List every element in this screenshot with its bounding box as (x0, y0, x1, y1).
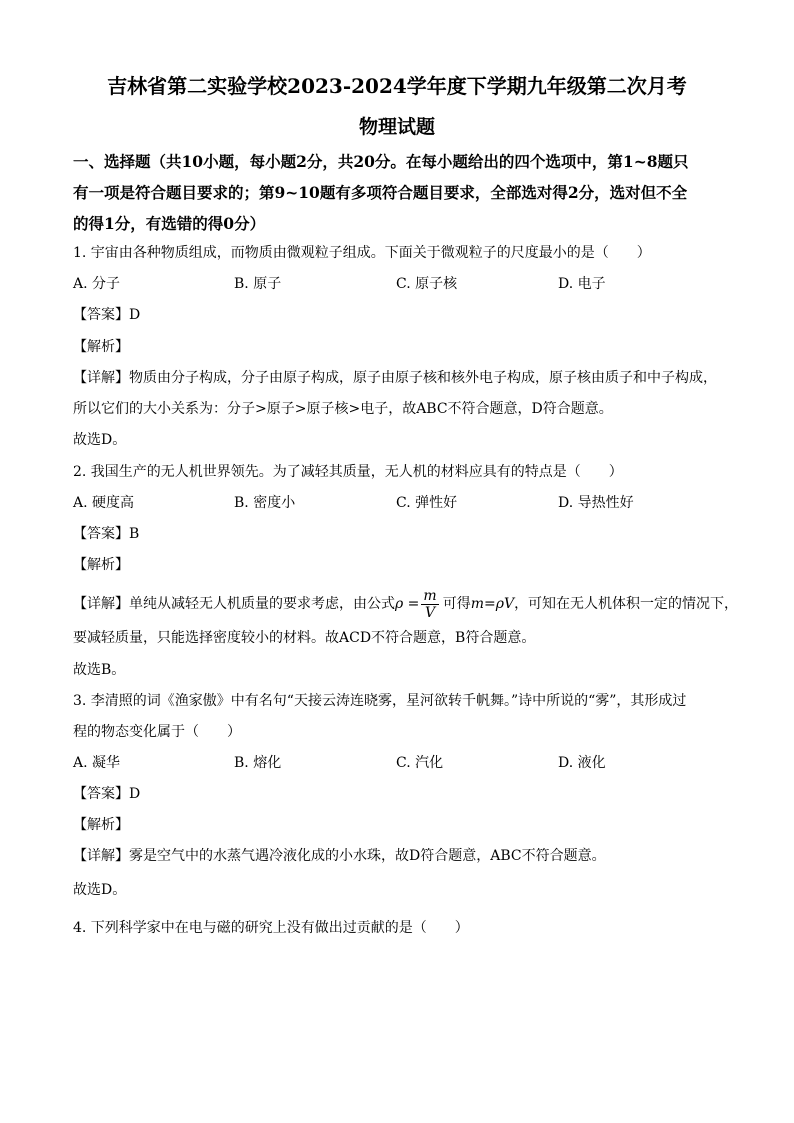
density-formula (395, 584, 443, 624)
density-formula-lhs: ρ = (395, 596, 420, 612)
question-1-option-c: C. 原子核 (396, 276, 458, 292)
question-2-stem: 2. 我国生产的无人机世界领先。为了减轻其质量，无人机的材料应具有的特点是（ ） (73, 464, 623, 480)
question-2-option-d: D. 导热性好 (558, 495, 634, 511)
question-3-stem-line-1: 3. 李清照的词《渔家傲》中有名句“天接云涛连晓雾，星河欲转千帆舞。”诗中所说的“雾”，其形成过 (73, 693, 687, 709)
question-2-detail-mid: 可得 (442, 596, 471, 612)
question-3-option-b: B. 熔化 (234, 755, 282, 771)
question-4-stem: 4. 下列科学家中在电与磁的研究上没有做出过贡献的是（ ） (73, 920, 469, 936)
question-3-answer: 【答案】D (73, 786, 141, 802)
exam-subtitle: 物理试题 (358, 116, 435, 138)
question-1-conclusion: 故选D。 (73, 432, 127, 448)
question-3-option-a: A. 凝华 (73, 755, 121, 771)
question-1-detail-line-1: 【详解】物质由分子构成，分子由原子构成，原子由原子核和核外电子构成，原子核由质子和中子构成， (73, 370, 717, 386)
question-2-analysis: 【解析】 (73, 557, 129, 573)
question-2-conclusion: 故选B。 (73, 662, 126, 678)
question-3-stem-line-2: 程的物态变化属于（ ） (73, 724, 241, 740)
question-2-detail-post: ，可知在无人机体积一定的情况下， (514, 596, 739, 612)
question-2-option-c: C. 弹性好 (396, 495, 458, 511)
exam-title: 吉林省第二实验学校2023-2024学年度下学期九年级第二次月考 (107, 74, 687, 98)
question-2-option-b: B. 密度小 (234, 495, 296, 511)
section-header-line-3: 的得1分，有选错的得0分） (73, 214, 266, 233)
question-1-option-b: B. 原子 (234, 276, 282, 292)
question-3-analysis: 【解析】 (73, 817, 129, 833)
question-3-option-d: D. 液化 (558, 755, 606, 771)
question-1-stem: 1. 宇宙由各种物质组成，而物质由微观粒子组成。下面关于微观粒子的尺度最小的是（ ） (73, 245, 651, 261)
question-2-answer: 【答案】B (73, 526, 140, 542)
density-formula-denominator: V (425, 604, 436, 621)
section-header-line-2: 有一项是符合题目要求的；第9~10题有多项符合题目要求，全部选对得2分，选对但不全 (73, 183, 688, 202)
question-1-answer: 【答案】D (73, 307, 141, 323)
question-1-option-d: D. 电子 (558, 276, 606, 292)
question-2-detail-pre: 【详解】单纯从减轻无人机质量的要求考虑，由公式 (73, 596, 395, 612)
question-2-detail-line-1 (73, 584, 738, 624)
density-formula-numerator: m (423, 587, 437, 604)
mass-formula: m=ρV (470, 596, 515, 612)
question-3-option-c: C. 汽化 (396, 755, 444, 771)
question-1-detail-line-2: 所以它们的大小关系为：分子>原子>原子核>电子，故ABC不符合题意，D符合题意。 (73, 401, 613, 417)
question-2-option-a: A. 硬度高 (73, 495, 135, 511)
question-1-option-a: A. 分子 (73, 276, 121, 292)
question-2-detail-line-2: 要减轻质量，只能选择密度较小的材料。故ACD不符合题意，B符合题意。 (73, 630, 536, 646)
section-header-line-1: 一、选择题（共10小题，每小题2分，共20分。在每小题给出的四个选项中，第1~8题只 (73, 152, 689, 171)
question-3-conclusion: 故选D。 (73, 882, 127, 898)
question-1-analysis: 【解析】 (73, 339, 129, 355)
question-3-detail-line-1: 【详解】雾是空气中的水蒸气遇冷液化成的小水珠，故D符合题意，ABC不符合题意。 (73, 848, 606, 864)
density-formula-fraction (421, 588, 438, 621)
